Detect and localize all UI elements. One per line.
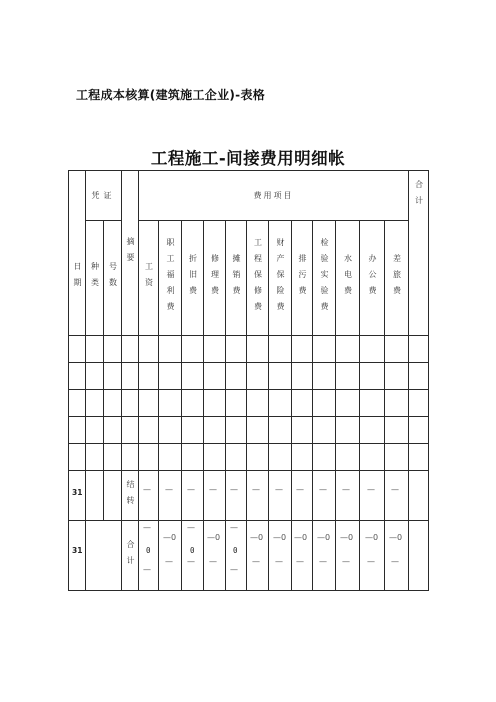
header-sewage-text: 排污费 bbox=[298, 254, 307, 302]
header-wages-text: 工资 bbox=[144, 262, 154, 294]
header-travel-text: 差旅费 bbox=[392, 254, 402, 302]
table-title: 工程施工-间接费用明细帐 bbox=[150, 149, 346, 168]
total-dash: — bbox=[187, 523, 195, 532]
header-date bbox=[69, 221, 85, 335]
header-office bbox=[360, 221, 384, 335]
header-inspection bbox=[313, 221, 335, 335]
carryover-dash: — bbox=[209, 485, 217, 494]
total-dash: — bbox=[296, 557, 304, 566]
carryover-dash: — bbox=[342, 485, 350, 494]
total-dash-zero: —0 bbox=[365, 533, 379, 542]
total-dash-zero: —0 bbox=[340, 533, 354, 542]
header-number bbox=[104, 221, 121, 335]
total-dash-zero: —0 bbox=[389, 533, 403, 542]
document-title: 工程成本核算(建筑施工企业)-表格 bbox=[76, 88, 266, 102]
total-label bbox=[122, 521, 138, 590]
carryover-dash: — bbox=[143, 485, 151, 494]
total-dash: — bbox=[143, 523, 151, 532]
total-date: 31 bbox=[72, 546, 83, 555]
header-property-insurance bbox=[269, 221, 291, 335]
carryover-label-text: 结转 bbox=[126, 479, 135, 512]
carryover-dash: — bbox=[230, 485, 238, 494]
total-dash: — bbox=[275, 557, 283, 566]
total-zero: 0 bbox=[233, 546, 238, 555]
total-dash: — bbox=[252, 557, 260, 566]
carryover-dash: — bbox=[275, 485, 283, 494]
header-summary bbox=[122, 171, 138, 335]
carryover-dash: — bbox=[367, 485, 375, 494]
header-utilities bbox=[336, 221, 359, 335]
carryover-dash: — bbox=[319, 485, 327, 494]
header-bottom bbox=[68, 335, 429, 336]
header-summary-text: 摘要 bbox=[126, 237, 135, 269]
total-dash: — bbox=[230, 523, 238, 532]
total-dash: — bbox=[143, 565, 151, 574]
total-dash-zero: —0 bbox=[273, 533, 287, 542]
header-property-insurance-text: 财产保险费 bbox=[276, 238, 285, 318]
total-dash: — bbox=[230, 565, 238, 574]
header-repair-text: 修理费 bbox=[210, 254, 220, 302]
carryover-dash: — bbox=[391, 485, 399, 494]
header-kind bbox=[86, 221, 103, 335]
carryover-dash: — bbox=[296, 485, 304, 494]
header-inspection-text: 检验实验费 bbox=[320, 238, 329, 318]
total-dash-zero: —0 bbox=[250, 533, 264, 542]
header-date-text: 日期 bbox=[73, 262, 82, 294]
total-zero: 0 bbox=[146, 546, 151, 555]
header-office-text: 办公费 bbox=[368, 254, 377, 302]
total-dash: — bbox=[367, 557, 375, 566]
header-eng-insurance bbox=[247, 221, 268, 335]
carryover-date: 31 bbox=[72, 488, 83, 497]
header-welfare bbox=[159, 221, 181, 335]
col-divider bbox=[408, 170, 409, 591]
carryover-dash: — bbox=[252, 485, 260, 494]
header-eng-insurance-text: 工程保修费 bbox=[253, 238, 263, 318]
header-amortization-text: 摊销费 bbox=[232, 254, 241, 302]
total-dash-zero: —0 bbox=[207, 533, 221, 542]
header-total bbox=[409, 171, 428, 220]
row-divider bbox=[68, 443, 429, 444]
header-welfare-text: 职工福利费 bbox=[166, 238, 175, 318]
row-divider bbox=[68, 389, 429, 390]
total-dash: — bbox=[165, 557, 173, 566]
total-dash: — bbox=[319, 557, 327, 566]
header-cost-items: 费用项目 bbox=[253, 191, 294, 200]
header-total-text: 合计 bbox=[414, 179, 424, 212]
carryover-dash: — bbox=[187, 485, 195, 494]
header-number-text: 号数 bbox=[108, 262, 118, 294]
total-label-text: 合计 bbox=[126, 539, 135, 572]
header-depreciation bbox=[182, 221, 203, 335]
carryover-label bbox=[122, 471, 138, 520]
table-border-bottom bbox=[68, 590, 429, 591]
header-kind-text: 种类 bbox=[90, 262, 100, 294]
table-border-right bbox=[428, 170, 429, 591]
header-utilities-text: 水电费 bbox=[343, 254, 353, 302]
total-zero: 0 bbox=[190, 546, 195, 555]
total-dash: — bbox=[187, 557, 195, 566]
total-dash: — bbox=[209, 557, 217, 566]
header-depreciation-text: 折旧费 bbox=[188, 254, 198, 302]
header-repair bbox=[204, 221, 225, 335]
carryover-dash: — bbox=[165, 485, 173, 494]
row-divider bbox=[68, 416, 429, 417]
header-voucher: 凭证 bbox=[91, 191, 116, 200]
header-travel bbox=[385, 221, 408, 335]
total-dash-zero: —0 bbox=[163, 533, 177, 542]
total-dash: — bbox=[342, 557, 350, 566]
total-dash-zero: —0 bbox=[317, 533, 331, 542]
header-sewage bbox=[292, 221, 312, 335]
total-dash: — bbox=[391, 557, 399, 566]
total-dash-zero: —0 bbox=[294, 533, 308, 542]
row-divider bbox=[68, 362, 429, 363]
header-wages bbox=[139, 221, 158, 335]
header-amortization bbox=[226, 221, 246, 335]
